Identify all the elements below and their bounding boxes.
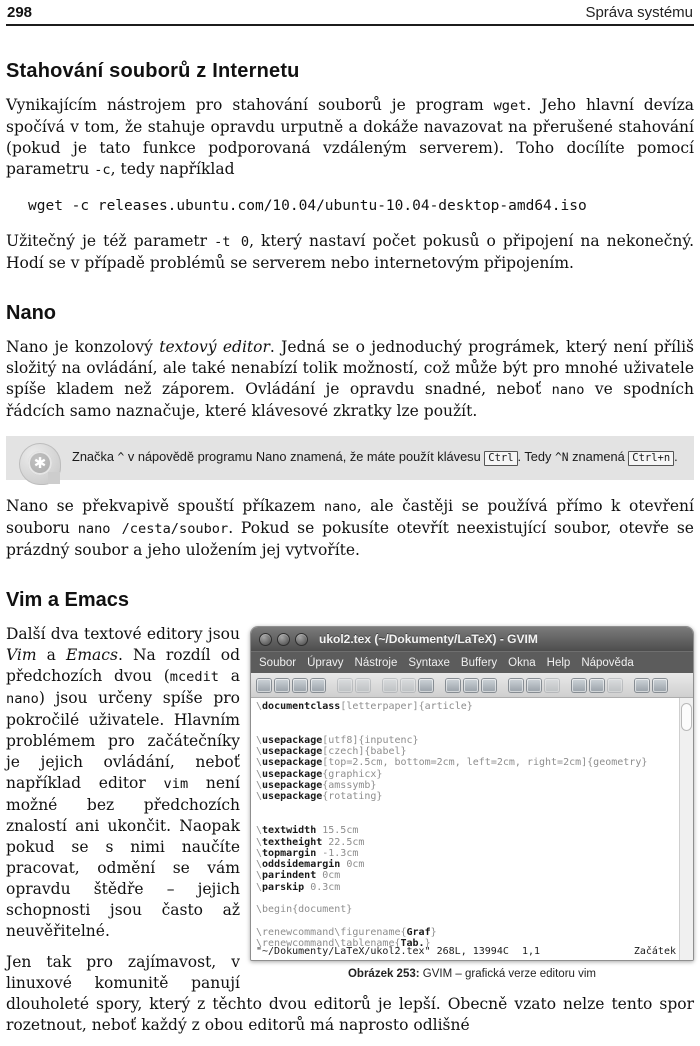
editor-line bbox=[256, 904, 675, 915]
window-close-button[interactable] bbox=[259, 633, 272, 646]
gvim-toolbar bbox=[251, 673, 693, 698]
section-heading-download: Stahování souborů z Internetu bbox=[6, 60, 300, 82]
menu-buffery[interactable]: Buffery bbox=[460, 656, 498, 669]
code-segment-arg: [top=2.5cm, bottom=2cm, left=2cm, right=2cm]{geometry} bbox=[322, 757, 648, 769]
code-segment-cmd: textwidth bbox=[262, 825, 317, 837]
menu-upravy[interactable]: Úpravy bbox=[307, 656, 344, 669]
paragraph-download-2 bbox=[6, 231, 694, 274]
editor-text bbox=[251, 698, 693, 950]
text-segment-italic: Emacs bbox=[66, 646, 118, 664]
code-segment-arg: {rotating} bbox=[322, 791, 383, 803]
redo-icon[interactable] bbox=[356, 679, 370, 692]
paragraph-nano-1 bbox=[6, 337, 694, 422]
text-segment: . Na rozdíl od předchozích dvou ( bbox=[6, 646, 240, 685]
code-segment-arg: [letterpaper]{article} bbox=[340, 701, 473, 712]
status-file-info: "~/Dokumenty/LaTeX/ukol2.tex" 268L, 13994C bbox=[256, 946, 509, 957]
note-icon bbox=[19, 443, 61, 485]
text-segment-italic: textový editor bbox=[159, 338, 270, 356]
code-segment-arg: } bbox=[430, 926, 437, 938]
save-all-icon[interactable] bbox=[293, 679, 307, 692]
menu-soubor[interactable]: Soubor bbox=[259, 656, 297, 669]
text-segment-code: nano bbox=[6, 691, 39, 707]
text-segment-key: Ctrl bbox=[484, 451, 517, 466]
editor-line bbox=[256, 859, 675, 870]
menu-help[interactable]: Help bbox=[546, 656, 571, 669]
save-session-icon[interactable] bbox=[527, 679, 541, 692]
text-segment: . Pokud se pokusíte otevřít neexistující soubor, otevře se prázdný soubor a jeho uložením jej vytvoříte. bbox=[6, 519, 694, 559]
text-segment: Značka bbox=[72, 449, 118, 464]
figure-caption-text: GVIM – grafická verze editoru vim bbox=[422, 968, 596, 980]
vim-section-flow bbox=[6, 624, 694, 1046]
code-segment-arg: 15.5cm bbox=[316, 825, 359, 837]
editor-line bbox=[256, 825, 675, 836]
text-segment-code: ^ bbox=[117, 451, 125, 464]
figure-caption-label: Obrázek 253: bbox=[347, 968, 420, 980]
note-box bbox=[6, 436, 694, 480]
editor-scrollbar[interactable] bbox=[679, 698, 693, 960]
code-segment-arg: \ bbox=[256, 847, 263, 859]
text-segment: , který nastaví počet pokusů o připojení na nekonečný. Hodí se v případě problémů se serverem nebo internetovým připojením. bbox=[6, 232, 694, 272]
code-segment-cmd: usepackage bbox=[262, 757, 323, 769]
code-segment-arg: 0cm bbox=[316, 870, 341, 882]
code-segment-arg: \renewcommand\figurename{ bbox=[256, 926, 407, 938]
editor-line bbox=[256, 837, 675, 848]
code-segment-cmd: textheight bbox=[262, 836, 323, 848]
section-heading-vim: Vim a Emacs bbox=[6, 589, 130, 611]
code-segment-arg: \renewcommand\tablename{ bbox=[256, 938, 401, 950]
code-segment-arg: \ bbox=[256, 870, 263, 882]
make-icon[interactable] bbox=[572, 679, 586, 692]
find-replace-icon[interactable] bbox=[446, 679, 460, 692]
code-segment-arg: [utf8]{inputenc} bbox=[322, 734, 419, 746]
gvim-titlebar bbox=[251, 627, 693, 651]
code-segment-cmd: usepackage bbox=[262, 780, 323, 792]
text-segment: . Jeho hlavní devíza spočívá v tom, že stahuje opravdu urputně a dokáže navazovat na přerušené stahování (pokud je tato funkce podporovaná vzdáleným serverem). Toho docílíte pomocí parametru bbox=[6, 96, 694, 178]
editor-line bbox=[256, 701, 675, 712]
window-title: ukol2.tex (~/Dokumenty/LaTeX) - GVIM bbox=[319, 632, 538, 646]
load-session-icon[interactable] bbox=[509, 679, 523, 692]
page-number: 298 bbox=[7, 4, 33, 21]
window-maximize-button[interactable] bbox=[295, 633, 308, 646]
code-segment-arg: \ bbox=[256, 701, 263, 712]
undo-icon[interactable] bbox=[338, 679, 352, 692]
code-segment-arg: \ bbox=[256, 768, 263, 780]
text-segment: ) jsou určeny spíše pro pokročilé uživatele. Hlavním problémem pro začátečníky je jejich ovládání, neboť například editor bbox=[6, 689, 240, 792]
editor-line bbox=[256, 780, 675, 791]
code-segment-arg: \ bbox=[256, 859, 263, 871]
help-icon[interactable] bbox=[635, 679, 649, 692]
text-segment: , ale častěji se používá přímo k otevření souboru bbox=[6, 497, 694, 537]
status-scroll-state: Začátek bbox=[633, 946, 676, 957]
text-segment-code: wget bbox=[493, 98, 527, 114]
text-segment-code: nano bbox=[551, 382, 585, 398]
figure-gvim bbox=[250, 626, 694, 980]
text-segment: . Tedy bbox=[517, 449, 555, 464]
text-segment-code: mcedit bbox=[169, 669, 219, 685]
menu-nastroje[interactable]: Nástroje bbox=[354, 656, 398, 669]
code-segment-cmd: usepackage bbox=[262, 768, 323, 780]
code-segment-cmd: oddsidemargin bbox=[262, 859, 341, 871]
text-segment: . bbox=[674, 449, 678, 464]
window-minimize-button[interactable] bbox=[277, 633, 290, 646]
code-segment-cmd: topmargin bbox=[262, 847, 317, 859]
editor-line bbox=[256, 746, 675, 757]
text-segment-code: -t 0 bbox=[214, 234, 250, 250]
editor-line bbox=[256, 870, 675, 881]
paste-icon[interactable] bbox=[419, 679, 433, 692]
editor-line bbox=[256, 893, 675, 904]
editor-line bbox=[256, 769, 675, 780]
gvim-menubar bbox=[251, 651, 693, 673]
code-segment-cmd: usepackage bbox=[262, 734, 323, 746]
text-segment: znamená bbox=[568, 449, 629, 464]
code-segment-arg: {graphicx} bbox=[322, 768, 383, 780]
figure-caption bbox=[250, 968, 694, 980]
editor-line bbox=[256, 927, 675, 938]
note-icon-notch bbox=[48, 472, 60, 484]
editor-line bbox=[256, 848, 675, 859]
editor-scrollbar-thumb[interactable] bbox=[681, 703, 692, 731]
code-segment-arg: [czech]{babel} bbox=[322, 746, 407, 758]
text-segment-code: nano bbox=[323, 499, 357, 515]
code-segment-arg: \ bbox=[256, 825, 263, 837]
text-segment: . Jedná se o jednoduchý prográmek, který není příliš složitý na ovládání, ale také nenabízí tolik možností, což může být pro mnohé uživatele spíše kladem než záporem. Ovládání je opravdu snadné, neboť bbox=[6, 338, 695, 398]
code-segment-arg: \ bbox=[256, 791, 263, 803]
code-segment-arg: -1.3cm bbox=[316, 847, 359, 859]
status-cursor-position: 1,1 bbox=[522, 946, 541, 957]
editor-line bbox=[256, 882, 675, 893]
editor-line bbox=[256, 814, 675, 825]
open-icon[interactable] bbox=[257, 679, 271, 692]
text-segment: Nano se překvapivě spouští příkazem bbox=[6, 497, 324, 515]
text-segment: ve spodních řádcích samo naznačuje, které klávesové zkratky lze použít. bbox=[6, 380, 694, 420]
find-help-icon[interactable] bbox=[653, 679, 667, 692]
code-segment-arg: \ bbox=[256, 746, 263, 758]
text-segment: Nano je konzolový bbox=[6, 338, 160, 356]
code-segment-cmd: Graf bbox=[406, 926, 431, 938]
code-segment-cmd: documentclass bbox=[262, 701, 341, 712]
paragraph-nano-2 bbox=[6, 496, 694, 561]
text-segment: a bbox=[219, 667, 241, 685]
code-segment-cmd: parskip bbox=[262, 881, 305, 893]
code-segment-arg: \ bbox=[256, 757, 263, 769]
editor-line bbox=[256, 735, 675, 746]
editor-line bbox=[256, 724, 675, 735]
gvim-window bbox=[250, 626, 694, 961]
text-segment: , tedy například bbox=[110, 160, 235, 178]
text-segment: Jen tak pro zajímavost, v linuxové komunitě panují dlouholeté spory, který z těchto dvou editorů je lepší. Obecně vzato nelze tento spor rozetnout, neboť každý z obou editorů má naprosto odlišné bbox=[6, 953, 694, 1034]
text-segment: v nápovědě programu Nano znamená, že máte použít klávesu bbox=[124, 449, 485, 464]
code-segment-cmd: parindent bbox=[262, 870, 317, 882]
code-segment-arg: \begin{document} bbox=[256, 904, 353, 916]
text-segment-italic: Vim bbox=[6, 646, 37, 664]
save-icon[interactable] bbox=[275, 679, 289, 692]
find-prev-icon[interactable] bbox=[482, 679, 496, 692]
gvim-editor-area[interactable] bbox=[251, 698, 693, 960]
code-segment-arg: \ bbox=[256, 780, 263, 792]
code-segment-arg: \ bbox=[256, 881, 263, 893]
run-script-icon[interactable] bbox=[545, 679, 559, 692]
note-text bbox=[72, 449, 678, 464]
code-segment-arg: \ bbox=[256, 734, 263, 746]
code-segment-cmd: usepackage bbox=[262, 791, 323, 803]
paragraph-download-1 bbox=[6, 95, 694, 181]
cut-icon[interactable] bbox=[383, 679, 397, 692]
jump-tag-icon[interactable] bbox=[608, 679, 622, 692]
code-segment-arg: 0.3cm bbox=[304, 881, 341, 893]
text-segment-code: vim bbox=[163, 776, 189, 792]
menu-okna[interactable]: Okna bbox=[508, 656, 536, 669]
editor-line bbox=[256, 712, 675, 723]
section-heading-nano: Nano bbox=[6, 302, 56, 324]
menu-napoveda[interactable]: Nápověda bbox=[581, 656, 634, 669]
code-segment-cmd: usepackage bbox=[262, 746, 323, 758]
running-header-title: Správa systému bbox=[585, 4, 693, 21]
editor-line bbox=[256, 757, 675, 768]
code-segment-arg: \ bbox=[256, 836, 263, 848]
text-segment: Další dva textové editory jsou bbox=[6, 625, 240, 643]
editor-line bbox=[256, 916, 675, 927]
code-segment-cmd: Tab. bbox=[400, 938, 425, 950]
text-segment: Vynikajícím nástrojem pro stahování souborů je program bbox=[6, 96, 494, 114]
code-segment-arg: 22.5cm bbox=[322, 836, 365, 848]
running-header bbox=[6, 0, 694, 26]
text-segment-code: -c bbox=[94, 162, 111, 178]
code-segment-arg: } bbox=[424, 938, 431, 950]
text-segment: a bbox=[36, 646, 67, 664]
text-segment-key: Ctrl+n bbox=[628, 451, 674, 466]
editor-line bbox=[256, 791, 675, 802]
text-segment: není možné bez předchozích znalostí ani ukončit. Naopak pokud se s nimi naučíte pracovat, odmění se vám opravdu štědře – jejich schopnosti jsou často až neuvěřitelné. bbox=[6, 774, 240, 940]
copy-icon[interactable] bbox=[401, 679, 415, 692]
code-block-wget: wget -c releases.ubuntu.com/10.04/ubuntu-10.04-desktop-amd64.iso bbox=[28, 198, 587, 214]
editor-status-line bbox=[256, 946, 676, 957]
text-segment: Užitečný je též parametr bbox=[6, 232, 215, 250]
editor-line bbox=[256, 803, 675, 814]
code-segment-arg: 0cm bbox=[340, 859, 365, 871]
print-icon[interactable] bbox=[311, 679, 325, 692]
code-segment-arg: {amssymb} bbox=[322, 780, 377, 792]
build-tags-icon[interactable] bbox=[590, 679, 604, 692]
note-icon-flower: ✱ bbox=[28, 451, 52, 475]
find-next-icon[interactable] bbox=[464, 679, 478, 692]
menu-syntaxe[interactable]: Syntaxe bbox=[408, 656, 450, 669]
text-segment-code: nano /cesta/soubor bbox=[77, 521, 229, 537]
text-segment-code: ^N bbox=[554, 451, 569, 464]
